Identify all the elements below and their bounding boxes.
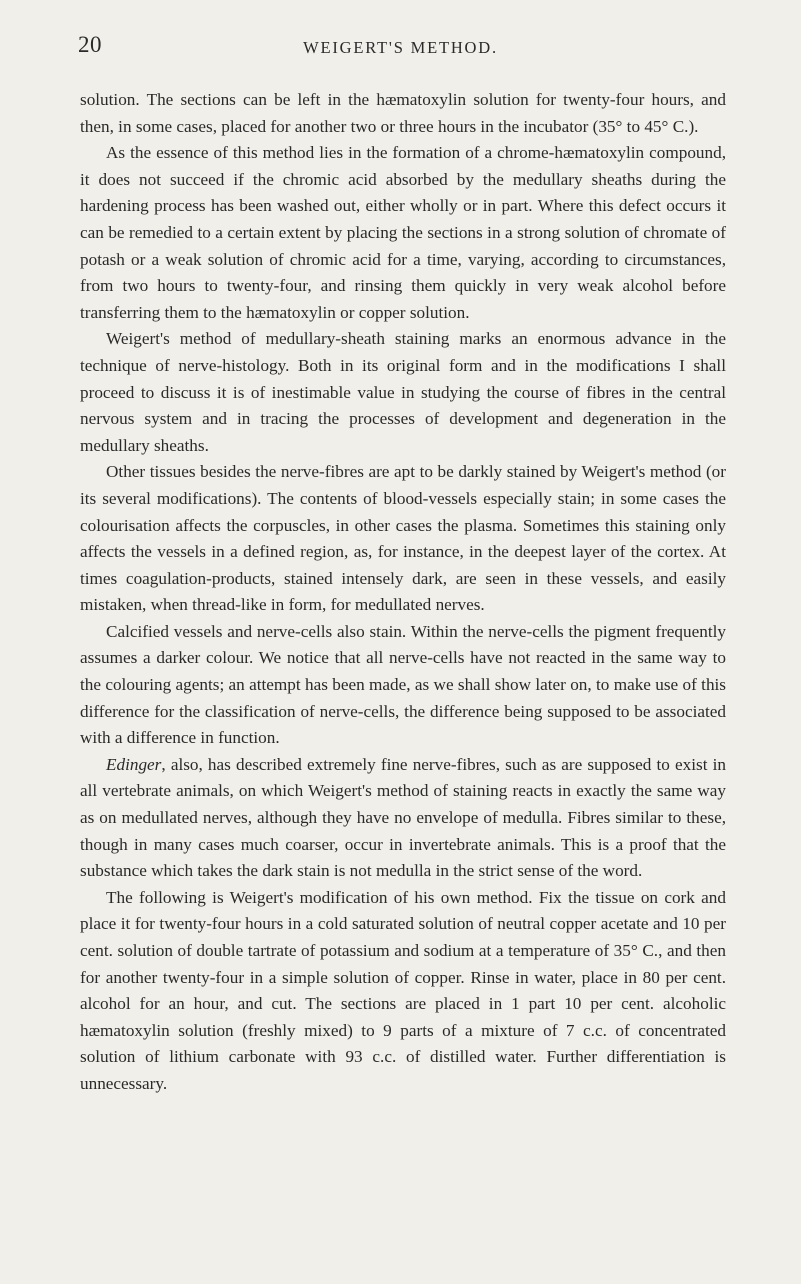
paragraph-weigert-modification: The following is Weigert's modification of his own method. Fix the tissue on cork and place it for twenty-four hours in a cold saturated solution of neutral copper acetate and 10 per cent. solution of double tartrate of potassium and sodium at a temperature of 35° C., and then for another twenty-four in a simple solution of copper. Rinse in water, place in 80 per cent. alcohol for an hour, and cut. The sections are placed in 1 part 10 per cent. alcoholic hæmatoxylin solution (freshly mixed) to 9 parts of a mixture of 7 c.c. of concentrated solution of lithium carbonate with 93 c.c. of distilled water. Further differentiation is unnecessary. [80, 887, 726, 1093]
running-title: WEIGERT'S METHOD. [303, 38, 498, 57]
paragraph-calcified-vessels: Calcified vessels and nerve-cells also stain. Within the nerve-cells the pigment frequently assumes a darker colour. We notice that all nerve-cells have not reacted in the same way to the colouring agents; an attempt has been made, as we shall show later on, to make use of this difference for the classification of nerve-cells, the difference being supposed to be associated with a difference in function. [80, 621, 726, 748]
running-head [0, 32, 801, 62]
paragraph-chrome-haematoxylin: As the essence of this method lies in the formation of a chrome-hæmatoxylin compound, it does not succeed if the chromic acid absorbed by the medullary sheaths during the hardening process has been washed out, either wholly or in part. Where this defect occurs it can be remedied to a certain extent by placing the sections in a strong solution of chromate of potash or a weak solution of chromic acid for a time, varying, according to circumstances, from two hours to twenty-four, and rinsing them quickly in very weak alcohol before transferring them to the hæmatoxylin or copper solution. [80, 143, 726, 322]
paragraph-continuation: solution. The sections can be left in the hæmatoxylin solution for twenty-four hours, and then, in some cases, placed for another two or three hours in the incubator (35° to 45° C.). [80, 90, 726, 136]
paragraph-other-tissues: Other tissues besides the nerve-fibres are apt to be darkly stained by Weigert's method (or its several modifications). The contents of blood-vessels especially stain; in some cases the colourisation affects the corpuscles, in other cases the plasma. Sometimes this staining only affects the vessels in a defined region, as, for instance, in the deepest layer of the cortex. At times coagulation-products, stained intensely dark, are seen in these vessels, and easily mistaken, when thread-like in form, for medullated nerves. [80, 462, 726, 615]
paragraph-edinger [80, 752, 726, 885]
paragraph-medullary-sheath-staining: Weigert's method of medullary-sheath staining marks an enormous advance in the technique of nerve-histology. Both in its original form and in the modifications I shall proceed to discuss it is of inestimable value in studying the course of fibres in the central nervous system and in tracing the processes of development and degeneration in the medullary sheaths. [80, 329, 726, 455]
paragraph-edinger-text: , also, has described extremely fine nerve-fibres, such as are supposed to exist in all vertebrate animals, on which Weigert's method of staining reacts in exactly the same way as on medullated nerves, although they have no envelope of medulla. Fibres similar to these, though in many cases much coarser, occur in invertebrate animals. This is a proof that the substance which takes the dark stain is not medulla in the strict sense of the word. [80, 754, 726, 881]
author-name-edinger: Edinger [106, 754, 162, 774]
body-text [80, 87, 726, 1098]
page-number: 20 [78, 32, 102, 57]
